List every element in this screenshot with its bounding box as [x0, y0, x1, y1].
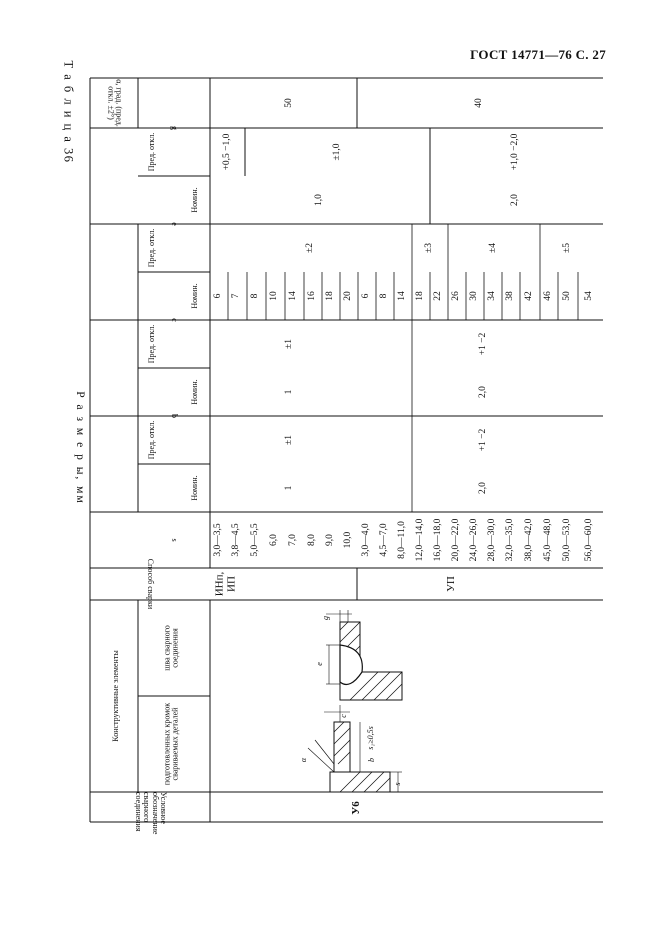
e-nom-20: 50 [562, 291, 573, 301]
s-value-6: 8,0 [307, 534, 318, 546]
s-value-11: 8,0—11,0 [397, 521, 408, 559]
e-nom-16: 34 [487, 291, 498, 301]
weld-seam-header: шва сварного соединения [162, 625, 180, 671]
e-dev-header: Пред. откл. [146, 228, 156, 268]
b-dev-1: ±1 [284, 435, 295, 445]
c-nom-header: Номин. [189, 379, 199, 405]
e-dev-3: ±4 [488, 243, 499, 253]
s-value-1: 3,0—3,5 [213, 523, 224, 557]
s-value-4: 6,0 [269, 534, 280, 546]
alpha-header: α, град. (пред. откл. ±2°) [106, 79, 124, 127]
e-nom-4: 10 [269, 291, 280, 301]
s-value-19: 45,0—48,0 [543, 518, 554, 562]
s-value-3: 5,0—5,5 [250, 523, 261, 557]
s-value-18: 38,0—42,0 [524, 518, 535, 562]
e-nom-11: 14 [397, 291, 408, 301]
s-value-10: 4,5—7,0 [379, 523, 390, 557]
e-nom-13: 22 [433, 291, 444, 301]
e-nom-6: 16 [307, 291, 318, 301]
s-value-15: 24,0—26,0 [469, 518, 480, 562]
method-1: ИНп, ИП [213, 571, 237, 597]
page-header: ГОСТ 14771—76 С. 27 [470, 47, 606, 62]
e-nom-21: 54 [584, 291, 595, 301]
g-dev-header: Пред. откл. [146, 132, 156, 172]
e-nom-1: 6 [213, 293, 224, 299]
b-nom-1: 1 [284, 485, 295, 491]
c-nom-2: 2,0 [478, 386, 489, 398]
designation-header: Условное обозначение сварного соединения [133, 792, 168, 835]
s-value-16: 28,0—30,0 [487, 518, 498, 562]
e-nom-12: 18 [415, 291, 426, 301]
table-caption: Т а б л и ц а 36 [61, 60, 76, 164]
g-nom-2: 2,0 [510, 194, 521, 206]
c-dev-header: Пред. откл. [146, 324, 156, 364]
c-dev-1: ±1 [284, 339, 295, 349]
g-dev-1: +0,5 −1,0 [222, 133, 233, 171]
alpha-value-2: 40 [474, 98, 485, 108]
c-nom-1: 1 [284, 389, 295, 395]
e-nom-19: 46 [543, 291, 554, 301]
b-nom-header: Номин. [189, 475, 199, 501]
s-value-8: 10,0 [343, 531, 354, 549]
s-value-21: 56,0—60,0 [584, 518, 595, 562]
g-header: g [170, 126, 180, 130]
e-nom-9: 6 [361, 293, 372, 299]
e-nom-14: 26 [451, 291, 462, 301]
drawing-label-g: g [320, 616, 330, 620]
weld-seam-drawing [326, 610, 402, 700]
drawing-label-alpha: α [298, 757, 308, 763]
e-nom-18: 42 [524, 291, 535, 301]
e-nom-17: 38 [505, 291, 516, 301]
s-value-2: 3,8—4,5 [231, 523, 242, 557]
e-nom-7: 18 [325, 291, 336, 301]
s-value-13: 16,0—18,0 [433, 518, 444, 562]
s-value-17: 32,0—35,0 [505, 518, 516, 562]
b-nom-2: 2,0 [478, 482, 489, 494]
drawing-label-b: b [366, 758, 376, 762]
method-header: Способ сварки [146, 558, 156, 610]
g-nom-1: 1,0 [314, 194, 325, 206]
drawing-label-s1: s₁≥0,5s [365, 726, 375, 750]
s-value-9: 3,0—4,0 [361, 523, 372, 557]
e-nom-8: 20 [343, 291, 354, 301]
drawing-label-c: c [338, 714, 348, 718]
e-header: e [170, 222, 180, 226]
b-dev-2: +1 −2 [478, 428, 489, 452]
e-nom-10: 8 [379, 293, 390, 299]
drawing-label-e: e [314, 662, 324, 666]
alpha-value-1: 50 [284, 98, 295, 108]
e-nom-2: 7 [231, 293, 242, 299]
e-dev-1: ±2 [305, 243, 316, 253]
c-dev-2: +1 −2 [478, 332, 489, 356]
structural-header: Конструктивные элементы [110, 650, 120, 742]
b-dev-header: Пред. откл. [146, 420, 156, 460]
s-value-7: 9,0 [325, 534, 336, 546]
e-nom-header: Номин. [189, 283, 199, 309]
weld-designation: У6 [350, 801, 363, 815]
e-nom-5: 14 [288, 291, 299, 301]
c-header: c [170, 318, 180, 322]
e-dev-2: ±3 [424, 243, 435, 253]
e-dev-4: ±5 [562, 243, 573, 253]
s-value-20: 50,0—53,0 [562, 518, 573, 562]
s-header: s [170, 538, 180, 542]
b-header: b [170, 414, 180, 418]
e-nom-3: 8 [250, 293, 261, 299]
s-value-12: 12,0—14,0 [415, 518, 426, 562]
g-dev-3: +1,0 −2,0 [510, 133, 521, 171]
g-nom-header: Номин. [189, 187, 199, 213]
s-value-5: 7,0 [288, 534, 299, 546]
drawing-label-s: s [392, 782, 402, 786]
e-nom-15: 30 [469, 291, 480, 301]
prepared-edges-header: подготовленных кромок свариваемых деталей [162, 702, 180, 786]
sizes-caption: Р а з м е р ы, мм [74, 391, 87, 505]
g-dev-2: ±1,0 [332, 143, 343, 161]
prepared-edges-drawing [308, 705, 402, 792]
method-2: УП [445, 576, 458, 592]
s-value-14: 20,0—22,0 [451, 518, 462, 562]
